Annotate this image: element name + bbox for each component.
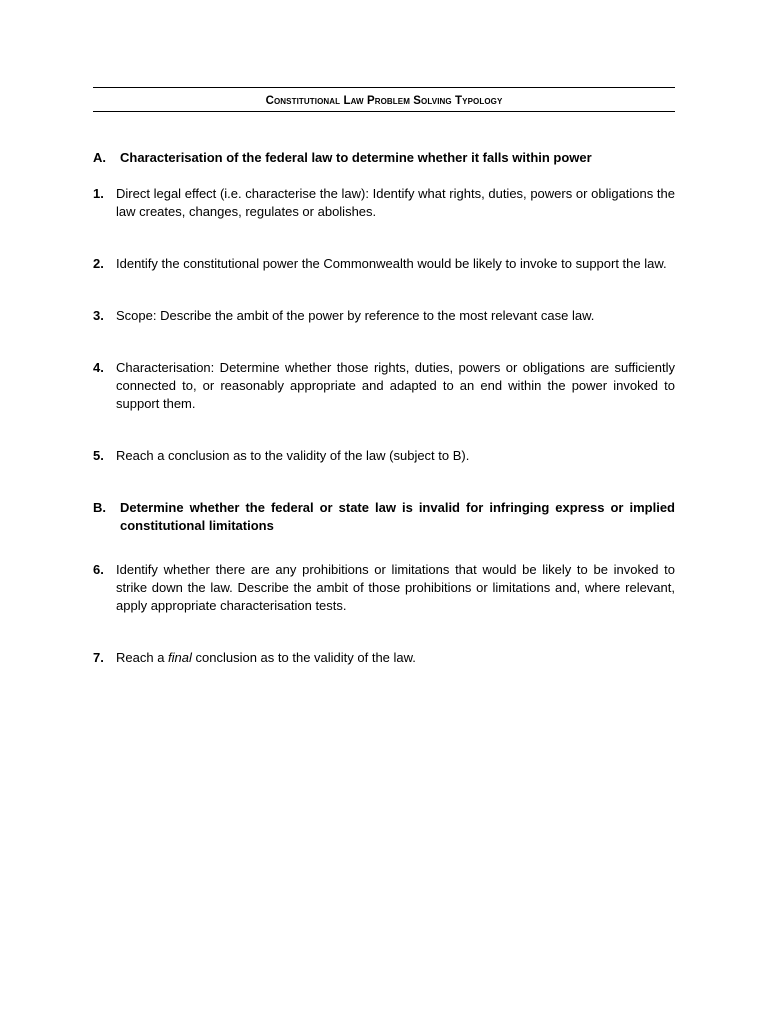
list-item-text: Scope: Describe the ambit of the power by reference to the most relevant case law. [116, 308, 595, 323]
list-item-number: 5. [93, 448, 104, 463]
list-item-number: 1. [93, 186, 104, 201]
list-item-text [116, 649, 675, 667]
document-page [93, 87, 675, 667]
section-a-heading-text: Characterisation of the federal law to determine whether it falls within power [120, 150, 592, 165]
list-item-number: 7. [93, 650, 104, 665]
list-item-5 [93, 447, 675, 465]
list-item-number: 3. [93, 308, 104, 323]
section-b-heading-text: Determine whether the federal or state law is invalid for infringing express or implied constitutional limitations [120, 500, 675, 533]
list-item-text: Reach a conclusion as to the validity of the law (subject to B). [116, 448, 470, 463]
list-item-text-after: conclusion as to the validity of the law. [191, 650, 416, 665]
list-item-6 [93, 561, 675, 615]
section-b-marker: B. [93, 500, 106, 515]
document-title: Constitutional Law Problem Solving Typology [265, 95, 503, 107]
section-b-heading [93, 499, 675, 535]
list-item-3 [93, 307, 675, 325]
list-item-number: 4. [93, 360, 104, 375]
section-a-heading [93, 149, 675, 167]
emphasis-final: final [168, 650, 192, 665]
list-item-1 [93, 185, 675, 221]
list-item-text: Identify the constitutional power the Commonwealth would be likely to invoke to support the law. [116, 256, 667, 271]
list-item-text: Identify whether there are any prohibitions or limitations that would be likely to be invoked to strike down the law. Describe the ambit of those prohibitions or limitations and, where relevant, apply appropriate characterisation tests. [116, 562, 675, 613]
list-item-2 [93, 255, 675, 273]
list-item-4 [93, 359, 675, 413]
list-item-number: 6. [93, 562, 104, 577]
section-a-marker: A. [93, 150, 106, 165]
title-block [93, 87, 675, 112]
list-item-text: Direct legal effect (i.e. characterise the law): Identify what rights, duties, powers or obligations the law creates, changes, regulates or abolishes. [116, 186, 675, 219]
list-item-text-before: Reach a [116, 650, 169, 665]
list-item-number: 2. [93, 256, 104, 271]
list-item-7 [93, 649, 675, 667]
list-item-text: Characterisation: Determine whether those rights, duties, powers or obligations are sufficiently connected to, or reasonably appropriate and adapted to an end within the power invoked to support them. [116, 360, 675, 411]
